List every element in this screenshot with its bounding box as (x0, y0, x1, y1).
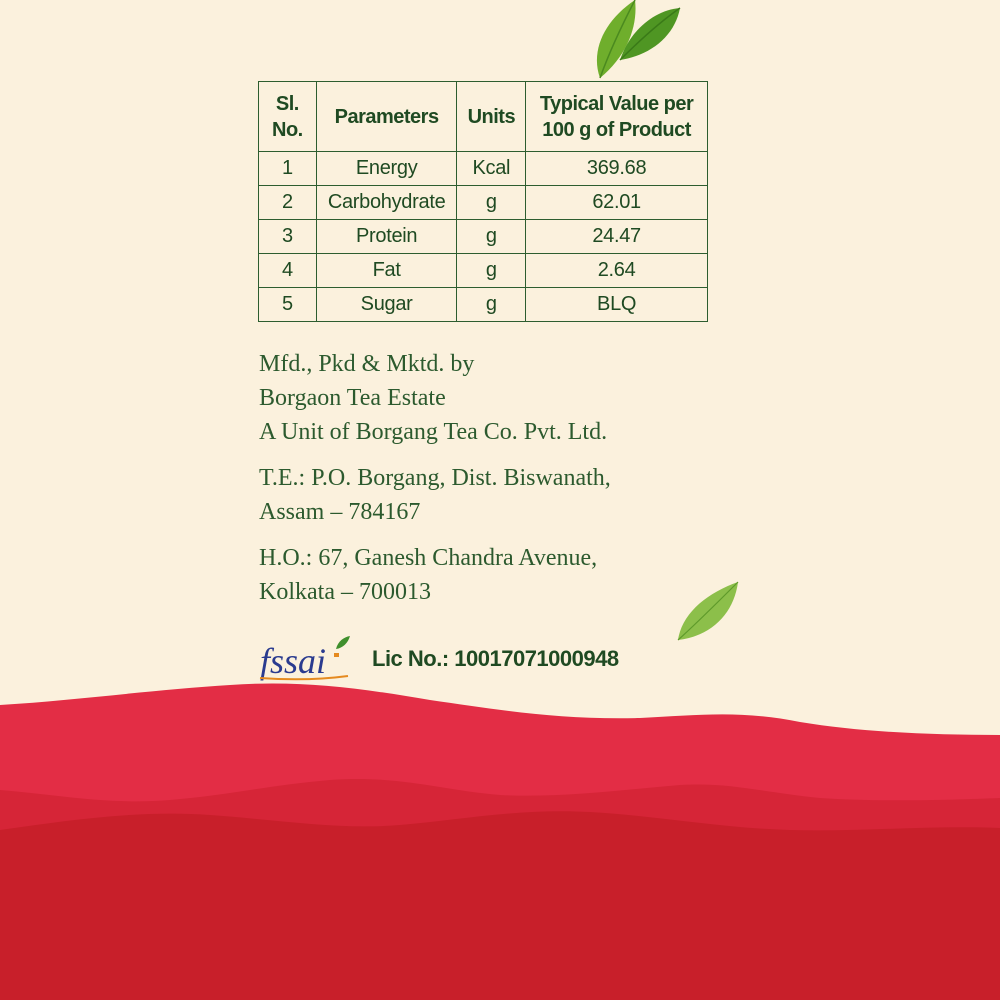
header-typical-value-label: Typical Value per 100 g of Product (539, 92, 694, 141)
cell-value: 369.68 (526, 152, 708, 186)
cell-unit: Kcal (457, 152, 526, 186)
manufacturer-address (259, 347, 611, 621)
header-parameters: Parameters (316, 82, 457, 152)
fssai-logo-text: fssai (260, 641, 327, 681)
table-row (259, 220, 708, 254)
manufacturer-block (259, 347, 611, 449)
estate-address-line: T.E.: P.O. Borgang, Dist. Biswanath, (259, 465, 611, 491)
head-office-line: H.O.: 67, Ganesh Chandra Avenue, (259, 545, 598, 571)
fssai-logo (258, 633, 358, 683)
header-typical-value (526, 82, 708, 152)
cell-sl: 5 (259, 288, 317, 322)
tea-leaves-icon (580, 0, 690, 80)
cell-sl: 3 (259, 220, 317, 254)
cell-value: 62.01 (526, 186, 708, 220)
red-hills-background (0, 680, 1000, 1000)
cell-parameter: Energy (316, 152, 457, 186)
nutrition-table (258, 81, 708, 322)
header-sl-no-label: Sl. No. (272, 92, 303, 141)
cell-unit: g (457, 220, 526, 254)
table-row (259, 288, 708, 322)
estate-address-line: Assam – 784167 (259, 499, 421, 525)
header-sl-no (259, 82, 317, 152)
cell-value: BLQ (526, 288, 708, 322)
cell-value: 24.47 (526, 220, 708, 254)
header-units: Units (457, 82, 526, 152)
head-office-line: Kolkata – 700013 (259, 579, 431, 605)
cell-unit: g (457, 186, 526, 220)
cell-sl: 1 (259, 152, 317, 186)
license-number: Lic No.: 10017071000948 (372, 646, 619, 671)
table-row (259, 186, 708, 220)
manufacturer-company: A Unit of Borgang Tea Co. Pvt. Ltd. (259, 419, 608, 445)
cell-parameter: Protein (316, 220, 457, 254)
cell-unit: g (457, 254, 526, 288)
head-office-block (259, 541, 611, 609)
estate-address-block (259, 461, 611, 529)
cell-parameter: Fat (316, 254, 457, 288)
cell-parameter: Sugar (316, 288, 457, 322)
nutrition-table-container (258, 81, 708, 322)
table-row (259, 254, 708, 288)
tea-leaf-icon (672, 578, 744, 646)
manufacturer-line: Mfd., Pkd & Mktd. by (259, 351, 475, 377)
table-row (259, 152, 708, 186)
cell-unit: g (457, 288, 526, 322)
cell-value: 2.64 (526, 254, 708, 288)
cell-sl: 4 (259, 254, 317, 288)
table-header-row (259, 82, 708, 152)
cell-parameter: Carbohydrate (316, 186, 457, 220)
manufacturer-name: Borgaon Tea Estate (259, 385, 446, 411)
cell-sl: 2 (259, 186, 317, 220)
